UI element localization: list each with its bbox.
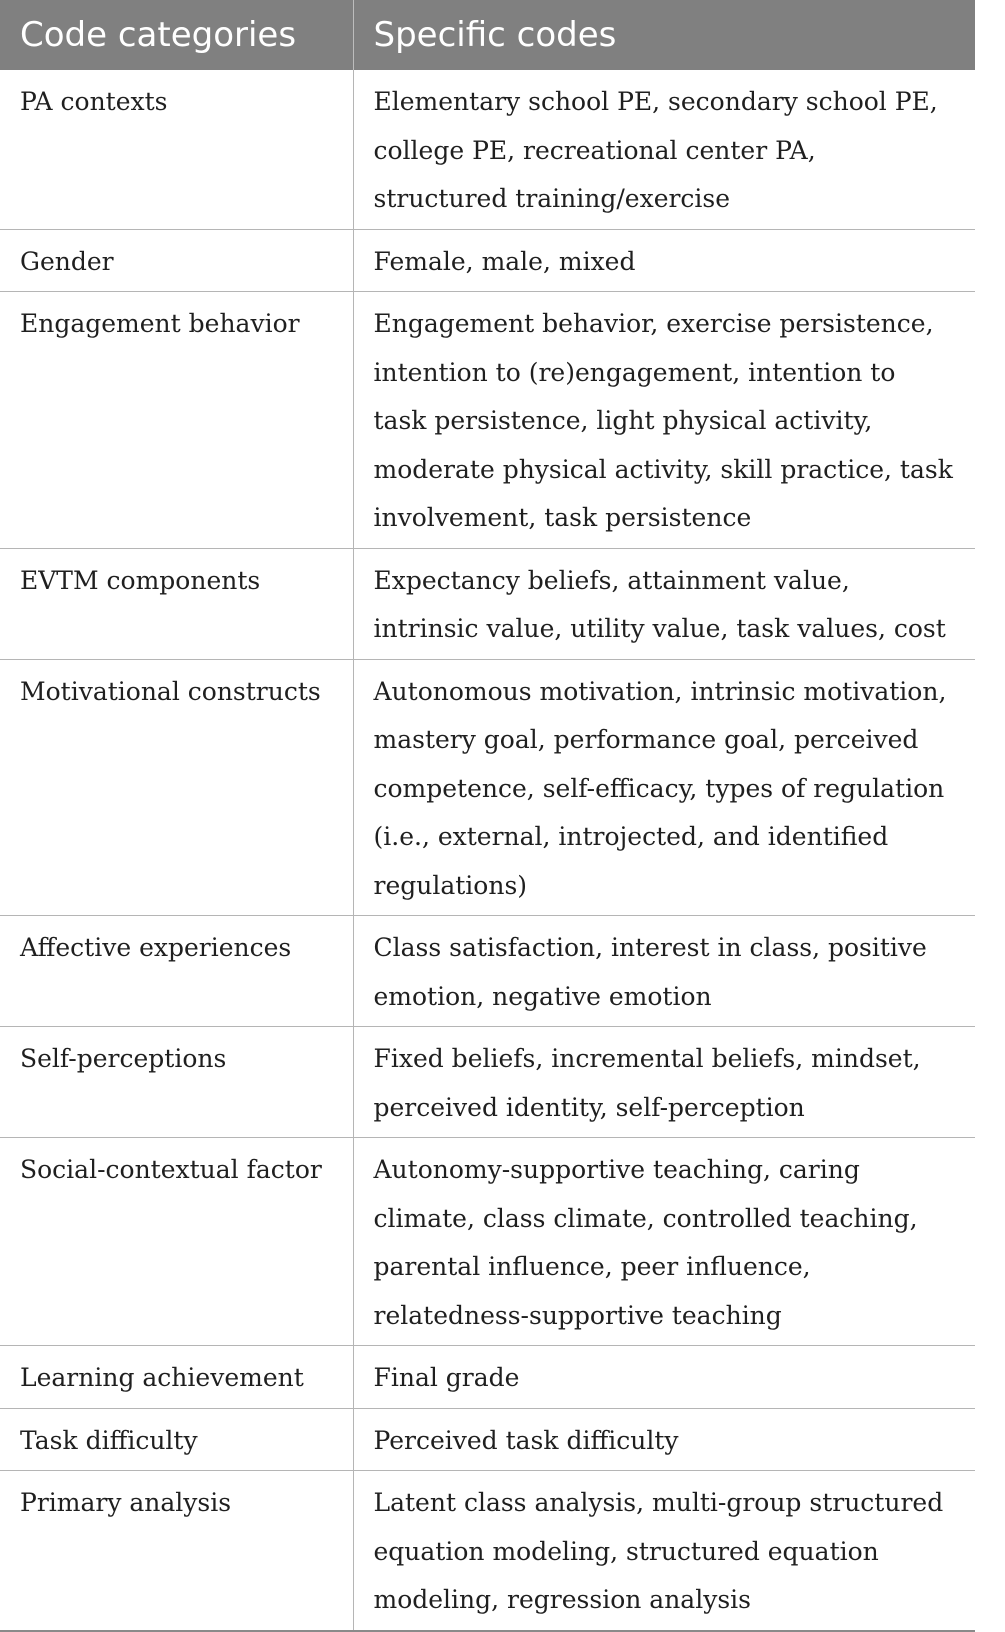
- category-cell: Gender: [0, 229, 353, 292]
- codes-cell: Latent class analysis, multi-group structured equation modeling, structured equation modeling, regression analysis: [353, 1471, 975, 1631]
- column-header-specific-codes: Specific codes: [353, 0, 975, 70]
- table-row: [0, 70, 975, 229]
- category-cell: Engagement behavior: [0, 292, 353, 549]
- category-cell: Task difficulty: [0, 1408, 353, 1471]
- codes-cell: Fixed beliefs, incremental beliefs, mindset, perceived identity, self-perception: [353, 1027, 975, 1138]
- table-row: [0, 916, 975, 1027]
- header-row: [0, 0, 975, 70]
- table-body: [0, 70, 975, 1631]
- table-row: [0, 548, 975, 659]
- codes-cell: Class satisfaction, interest in class, positive emotion, negative emotion: [353, 916, 975, 1027]
- category-cell: EVTM components: [0, 548, 353, 659]
- table-row: [0, 1408, 975, 1471]
- codes-cell: Engagement behavior, exercise persistence, intention to (re)engagement, intention to task persistence, light physical activity, moderate physical activity, skill practice, task involvement, task persistence: [353, 292, 975, 549]
- table-row: [0, 292, 975, 549]
- category-cell: PA contexts: [0, 70, 353, 229]
- table-header: [0, 0, 975, 70]
- codes-cell: Final grade: [353, 1346, 975, 1409]
- category-cell: Motivational constructs: [0, 659, 353, 916]
- codes-cell: Autonomous motivation, intrinsic motivation, mastery goal, performance goal, perceived competence, self-efficacy, types of regulation (i.e., external, introjected, and identified regulations): [353, 659, 975, 916]
- codes-cell: Elementary school PE, secondary school PE, college PE, recreational center PA, structured training/exercise: [353, 70, 975, 229]
- category-cell: Affective experiences: [0, 916, 353, 1027]
- category-cell: Self-perceptions: [0, 1027, 353, 1138]
- column-header-code-categories: Code categories: [0, 0, 353, 70]
- table-row: [0, 229, 975, 292]
- codes-cell: Female, male, mixed: [353, 229, 975, 292]
- table-row: [0, 1346, 975, 1409]
- category-cell: Learning achievement: [0, 1346, 353, 1409]
- table-row: [0, 1138, 975, 1346]
- table-row: [0, 1471, 975, 1631]
- category-cell: Primary analysis: [20, 1488, 232, 1517]
- codes-cell: Expectancy beliefs, attainment value, intrinsic value, utility value, task values, cost: [353, 548, 975, 659]
- codes-cell: Perceived task difficulty: [353, 1408, 975, 1471]
- table-row: [0, 659, 975, 916]
- table-row: [0, 1027, 975, 1138]
- category-cell: Social-contextual factor: [0, 1138, 353, 1346]
- codes-cell: Autonomy-supportive teaching, caring climate, class climate, controlled teaching, parental influence, peer influence, relatedness-supportive teaching: [353, 1138, 975, 1346]
